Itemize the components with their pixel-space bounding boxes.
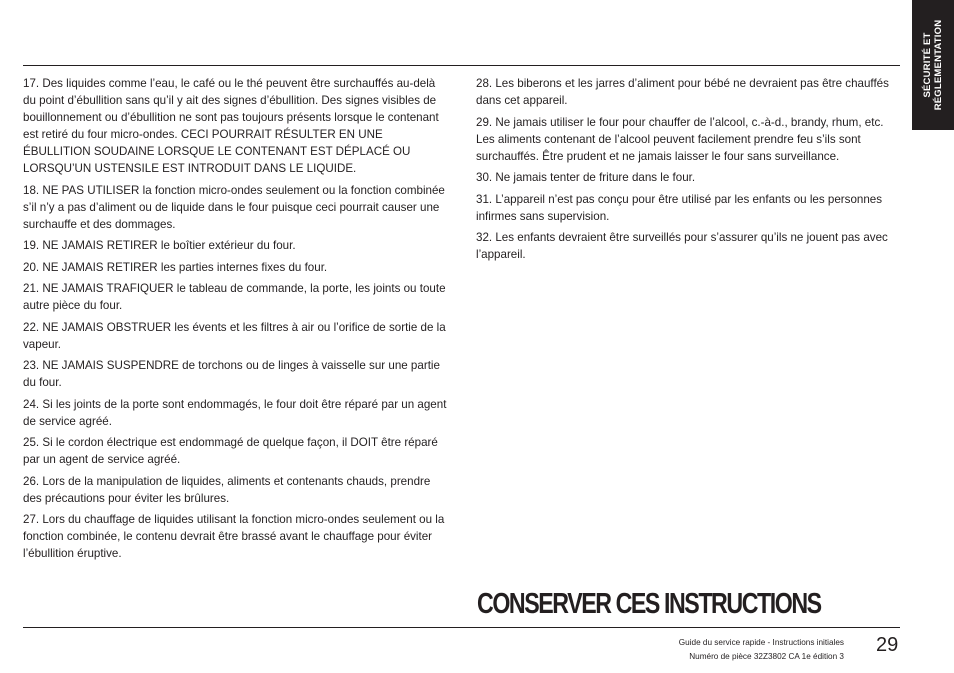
safety-item-19: 19. NE JAMAIS RETIRER le boîtier extérieur du four. [23, 239, 296, 252]
section-tab-line-1: SÉCURITÉ ET [922, 32, 933, 98]
safety-item-18: 18. NE PAS UTILISER la fonction micro-ondes seulement ou la fonction combinée s’il n’y a pas d’aliment ou de liquide dans le four puisque ceci pourrait causer une surchauffe et des dommages. [23, 183, 445, 231]
safety-item-21: 21. NE JAMAIS TRAFIQUER le tableau de commande, la porte, les joints ou toute autre pièce du four. [23, 282, 446, 312]
safety-item-29: 29. Ne jamais utiliser le four pour chauffer de l’alcool, c.-à-d., brandy, rhum, etc. Les aliments contenant de l’alcool peuvent facilement prendre feu s’ils sont surchauffés. Être prudent et ne jamais laisser le four sans surveillance. [476, 115, 884, 163]
safety-item-22: 22. NE JAMAIS OBSTRUER les évents et les filtres à air ou l’orifice de sortie de la vapeur. [23, 320, 446, 351]
save-instructions-heading: CONSERVER CES INSTRUCTIONS [477, 588, 821, 620]
top-divider [23, 65, 900, 66]
safety-item-27: 27. Lors du chauffage de liquides utilisant la fonction micro-ondes seulement ou la fonction combinée, le contenu devrait être brassé avant le chauffage pour éviter l’ébullition éruptive. [23, 513, 445, 560]
safety-item-25: 25. Si le cordon électrique est endommagé de quelque façon, il DOIT être réparé par un agent de service agréé. [23, 436, 438, 466]
safety-item-24: 24. Si les joints de la porte sont endommagés, le four doit être réparé par un agent de service agréé. [23, 397, 447, 428]
bottom-divider [23, 627, 900, 628]
safety-item-30: 30. Ne jamais tenter de friture dans le four. [476, 171, 696, 184]
safety-item-32: 32. Les enfants devraient être surveillés pour s’assurer qu’ils ne jouent pas avec l’appareil. [476, 231, 888, 261]
footer-part-number: Numéro de pièce 32Z3802 CA 1e édition 3 [689, 652, 844, 661]
footer-guide-title: Guide du service rapide - Instructions initiales [678, 638, 844, 647]
right-column [476, 75, 904, 268]
safety-item-31: 31. L’appareil n’est pas conçu pour être utilisé par les enfants ou les personnes infirmes sans supervision. [476, 192, 883, 223]
page-number: 29 [876, 634, 899, 656]
safety-item-17: 17. Des liquides comme l’eau, le café ou le thé peuvent être surchauffés au-delà du point d’ébullition sans qu’il y ait des signes d’ébullition. Des signes visibles de bouillonnement ou d’ébullition ne sont pas toujours présents lorsque le contenant est retiré du four micro-ondes. CECI POURRAIT RÉSULTER EN UNE ÉBULLITION SOUDAINE LORSQUE LE CONTENANT EST DÉPLACÉ OU LORSQU’UN USTENSILE EST INTRODUIT DANS LE LIQUIDE. [23, 77, 439, 175]
left-column [23, 75, 448, 567]
section-tab [912, 0, 954, 130]
safety-item-20: 20. NE JAMAIS RETIRER les parties internes fixes du four. [23, 260, 328, 274]
footer-guide-info [679, 636, 844, 664]
section-tab-line-2: RÉGLEMENTATION [933, 19, 944, 111]
safety-item-26: 26. Lors de la manipulation de liquides, aliments et contenants chauds, prendre des précautions pour éviter les brûlures. [23, 474, 431, 505]
safety-item-28: 28. Les biberons et les jarres d’aliment pour bébé ne devraient pas être chauffés dans cet appareil. [476, 77, 889, 107]
section-tab-label [922, 20, 944, 111]
safety-item-23: 23. NE JAMAIS SUSPENDRE de torchons ou de linges à vaisselle sur une partie du four. [23, 359, 440, 389]
